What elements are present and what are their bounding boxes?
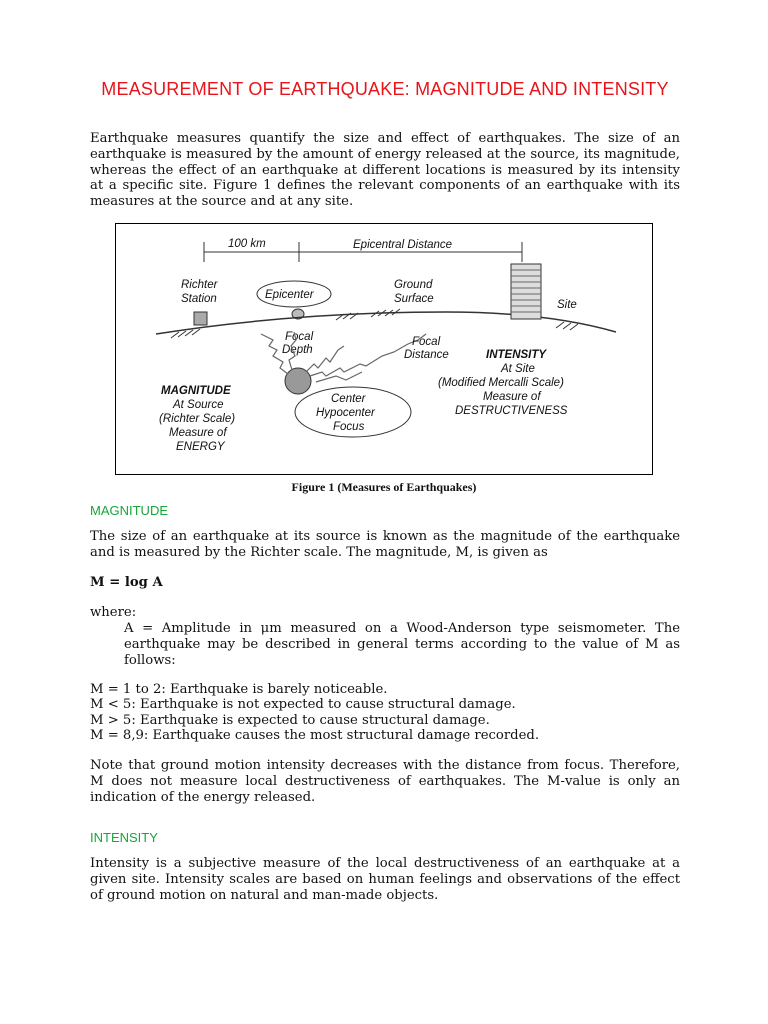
- label-center: Center: [331, 393, 366, 405]
- site-building: [511, 264, 541, 319]
- label-focal-distance-2: Distance: [404, 349, 449, 361]
- label-focal-depth-2: Depth: [282, 344, 313, 356]
- label-focal-depth-1: Focal: [285, 331, 314, 343]
- focus-marker: [285, 368, 311, 394]
- label-magnitude: MAGNITUDE: [161, 385, 231, 397]
- label-hypocenter: Hypocenter: [316, 407, 375, 419]
- label-ground-2: Surface: [394, 293, 434, 305]
- label-100km: 100 km: [228, 238, 266, 250]
- where-label: where:: [90, 605, 137, 620]
- magnitude-formula: M = log A: [90, 575, 163, 590]
- label-site: Site: [557, 299, 577, 311]
- intro-paragraph: Earthquake measures quantify the size and effect of earthquakes. The size of an earthquake is measured by the amount of energy released at the source, its magnitude, whereas the effect of an earthquake at different locations is measured by its intensity at a specific site. Figure 1 defines the relevant components of an earthquake with its measures at the source and at any site.: [90, 131, 680, 210]
- where-definition: A = Amplitude in μm measured on a Wood-Anderson type seismometer. The earthquake may be described in general terms according to the value of M as follows:: [124, 621, 680, 668]
- richter-station: [194, 312, 207, 325]
- label-richter-2: Station: [181, 293, 217, 305]
- intensity-paragraph: Intensity is a subjective measure of the local destructiveness of an earthquake at a given site. Intensity scales are based on human feelings and observations of the effect of ground motion on natural and man-made objects.: [90, 856, 680, 903]
- intensity-heading: INTENSITY: [90, 830, 158, 845]
- earthquake-diagram: [116, 224, 652, 474]
- list-item: M < 5: Earthquake is not expected to cause structural damage.: [90, 697, 516, 713]
- list-item: M > 5: Earthquake is expected to cause structural damage.: [90, 712, 490, 728]
- label-intensity-2: At Site: [501, 363, 535, 375]
- figure-caption: Figure 1 (Measures of Earthquakes): [291, 480, 477, 494]
- earthquake-figure: [115, 223, 653, 475]
- label-focal-distance-1: Focal: [412, 336, 441, 348]
- label-ground-1: Ground: [394, 279, 433, 291]
- label-intensity-4: Measure of: [483, 391, 541, 403]
- list-item: M = 1 to 2: Earthquake is barely noticeable.: [90, 682, 388, 697]
- list-item: M = 8,9: Earthquake causes the most structural damage recorded.: [90, 728, 540, 744]
- label-epicentral-distance: Epicentral Distance: [353, 239, 453, 251]
- label-intensity-3: (Modified Mercalli Scale): [438, 377, 564, 389]
- magnitude-heading: MAGNITUDE: [90, 503, 168, 518]
- label-richter-1: Richter: [181, 279, 218, 291]
- label-epicenter: Epicenter: [265, 289, 314, 301]
- note-paragraph: Note that ground motion intensity decreases with the distance from focus. Therefore, M does not measure local destructiveness of earthquakes. The M-value is only an indication of the energy released.: [90, 758, 680, 805]
- magnitude-list: [90, 682, 680, 744]
- label-intensity: INTENSITY: [486, 349, 547, 361]
- label-magnitude-3: (Richter Scale): [159, 413, 236, 425]
- magnitude-paragraph: The size of an earthquake at its source is known as the magnitude of the earthquake and is measured by the Richter scale. The magnitude, M, is given as: [90, 529, 680, 560]
- label-intensity-5: DESTRUCTIVENESS: [455, 405, 568, 417]
- label-focus: Focus: [333, 421, 365, 433]
- label-magnitude-5: ENERGY: [176, 441, 225, 453]
- label-magnitude-2: At Source: [173, 399, 224, 411]
- page-title: MEASUREMENT OF EARTHQUAKE: MAGNITUDE AND INTENSITY: [101, 79, 669, 99]
- label-magnitude-4: Measure of: [169, 427, 227, 439]
